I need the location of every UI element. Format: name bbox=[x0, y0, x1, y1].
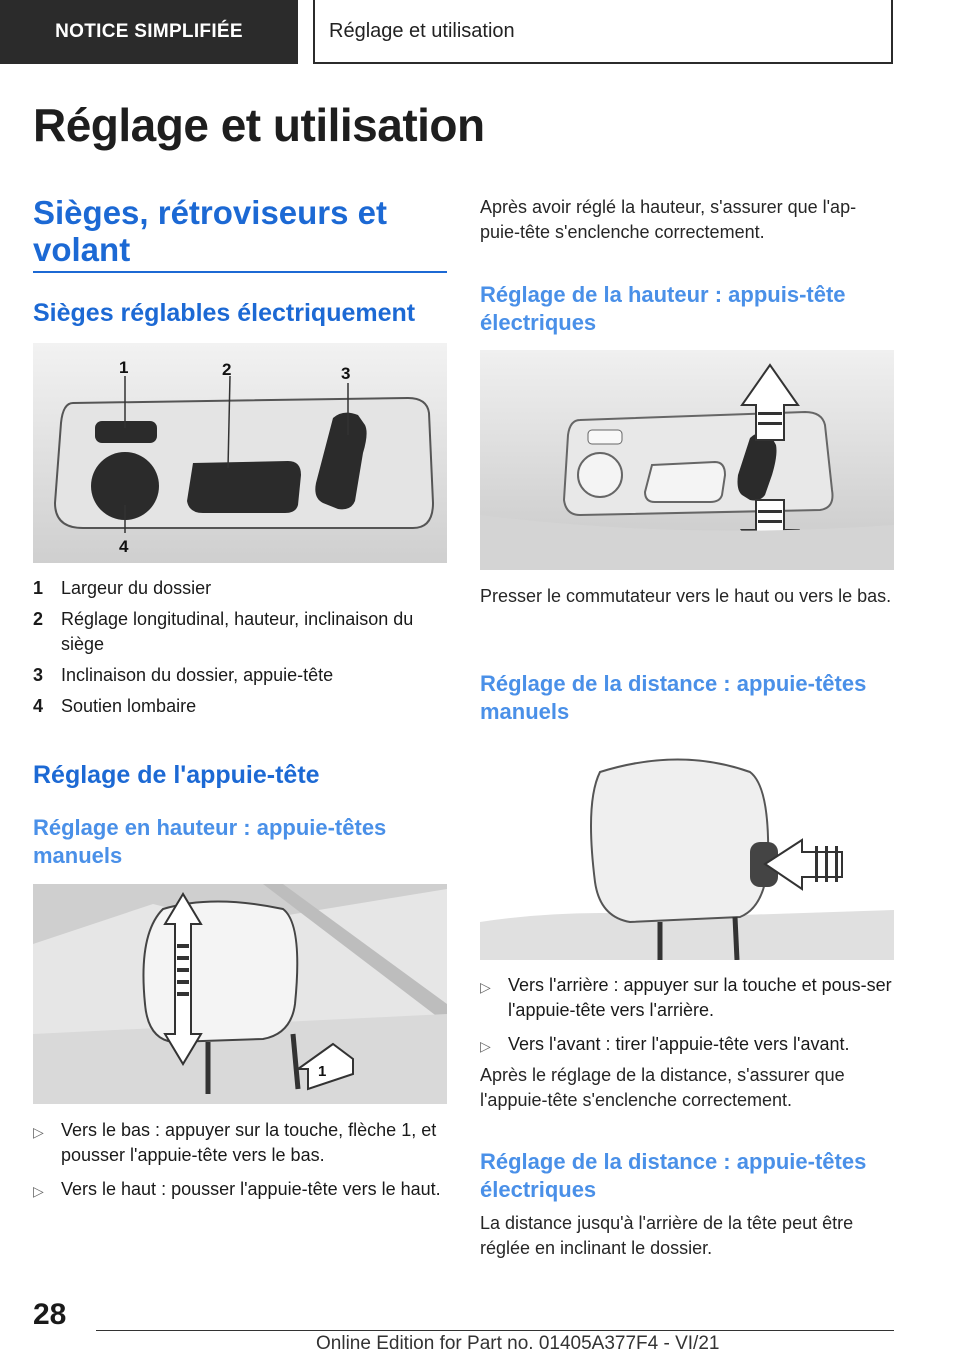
subsubsection-height-manual: Réglage en hauteur : appuie-têtes manuels bbox=[33, 815, 387, 868]
list-item bbox=[480, 1032, 894, 1059]
callout-2: 2 bbox=[222, 360, 232, 379]
callout-1: 1 bbox=[318, 1063, 327, 1080]
section-rule bbox=[33, 271, 447, 273]
list-item bbox=[33, 1177, 447, 1204]
list-item-text: Vers l'arrière : appuyer sur la touche et pous‐ser l'appuie-tête vers l'arrière. bbox=[508, 975, 892, 1020]
legend-number: 3 bbox=[33, 665, 44, 685]
subsection-headrest: Réglage de l'appuie-tête bbox=[33, 761, 320, 789]
seat-controls-figure bbox=[33, 343, 447, 563]
header-tab: NOTICE SIMPLIFIÉE bbox=[0, 0, 298, 64]
page-number: 28 bbox=[33, 1298, 67, 1331]
legend-item bbox=[33, 607, 447, 657]
seat-legend bbox=[33, 576, 447, 725]
list-item-text: Vers l'avant : tirer l'appuie-tête vers l'avant. bbox=[508, 1034, 850, 1054]
subsubsection-distance-manual: Réglage de la distance : appuie-têtes manuels bbox=[480, 671, 867, 724]
triangle-bullet-icon: ▷ bbox=[480, 979, 491, 995]
page-title: Réglage et utilisation bbox=[33, 99, 485, 151]
legend-number: 1 bbox=[33, 578, 44, 598]
legend-text: Réglage longitudinal, hauteur, inclinaison du siège bbox=[61, 609, 414, 654]
electric-height-text: Presser le commutateur vers le haut ou vers le bas. bbox=[480, 586, 892, 606]
callout-3: 3 bbox=[341, 364, 351, 383]
legend-text: Inclinaison du dossier, appuie-tête bbox=[61, 665, 334, 685]
list-item-text: Vers le bas : appuyer sur la touche, flèche 1, et pousser l'appuie-tête vers le bas. bbox=[61, 1120, 437, 1165]
legend-number: 2 bbox=[33, 609, 44, 629]
legend-item bbox=[33, 694, 447, 719]
section-title: Sièges, rétroviseurs et volant bbox=[33, 194, 388, 268]
right-bullets bbox=[480, 973, 894, 1068]
list-item bbox=[480, 973, 894, 1023]
legend-text: Largeur du dossier bbox=[61, 578, 212, 598]
list-item-text: Vers le haut : pousser l'appuie-tête vers le haut. bbox=[61, 1179, 441, 1199]
legend-item bbox=[33, 576, 447, 601]
subsubsection-height-electric: Réglage de la hauteur : appuis-tête électriques bbox=[480, 282, 846, 335]
triangle-bullet-icon: ▷ bbox=[33, 1183, 44, 1199]
callout-1: 1 bbox=[119, 358, 129, 377]
callout-4: 4 bbox=[119, 537, 129, 556]
legend-text: Soutien lombaire bbox=[61, 696, 197, 716]
triangle-bullet-icon: ▷ bbox=[33, 1124, 44, 1140]
electric-distance-text: La distance jusqu'à l'arrière de la tête peut être réglée en inclinant le dossier. bbox=[480, 1213, 854, 1258]
edition-note: Online Edition for Part no. 01405A377F4 - VI/21 bbox=[316, 1333, 720, 1354]
header-section-title: Réglage et utilisation bbox=[313, 0, 893, 64]
electric-headrest-figure bbox=[480, 350, 894, 570]
footer-divider bbox=[96, 1330, 894, 1331]
legend-item bbox=[33, 663, 447, 688]
subsubsection-distance-electric: Réglage de la distance : appuie-têtes électriques bbox=[480, 1149, 867, 1202]
legend-number: 4 bbox=[33, 696, 44, 716]
left-bullets bbox=[33, 1118, 447, 1213]
headrest-height-figure bbox=[33, 884, 447, 1104]
headrest-distance-figure bbox=[480, 742, 894, 960]
subsection-electric-seats: Sièges réglables électriquement bbox=[33, 299, 416, 327]
intro-text: Après avoir réglé la hauteur, s'assurer que l'ap‐puie-tête s'enclenche correctement. bbox=[480, 197, 857, 242]
triangle-bullet-icon: ▷ bbox=[480, 1038, 491, 1054]
list-item bbox=[33, 1118, 447, 1168]
after-distance-text: Après le réglage de la distance, s'assurer que l'appuie-tête s'enclenche correctement. bbox=[480, 1065, 845, 1110]
